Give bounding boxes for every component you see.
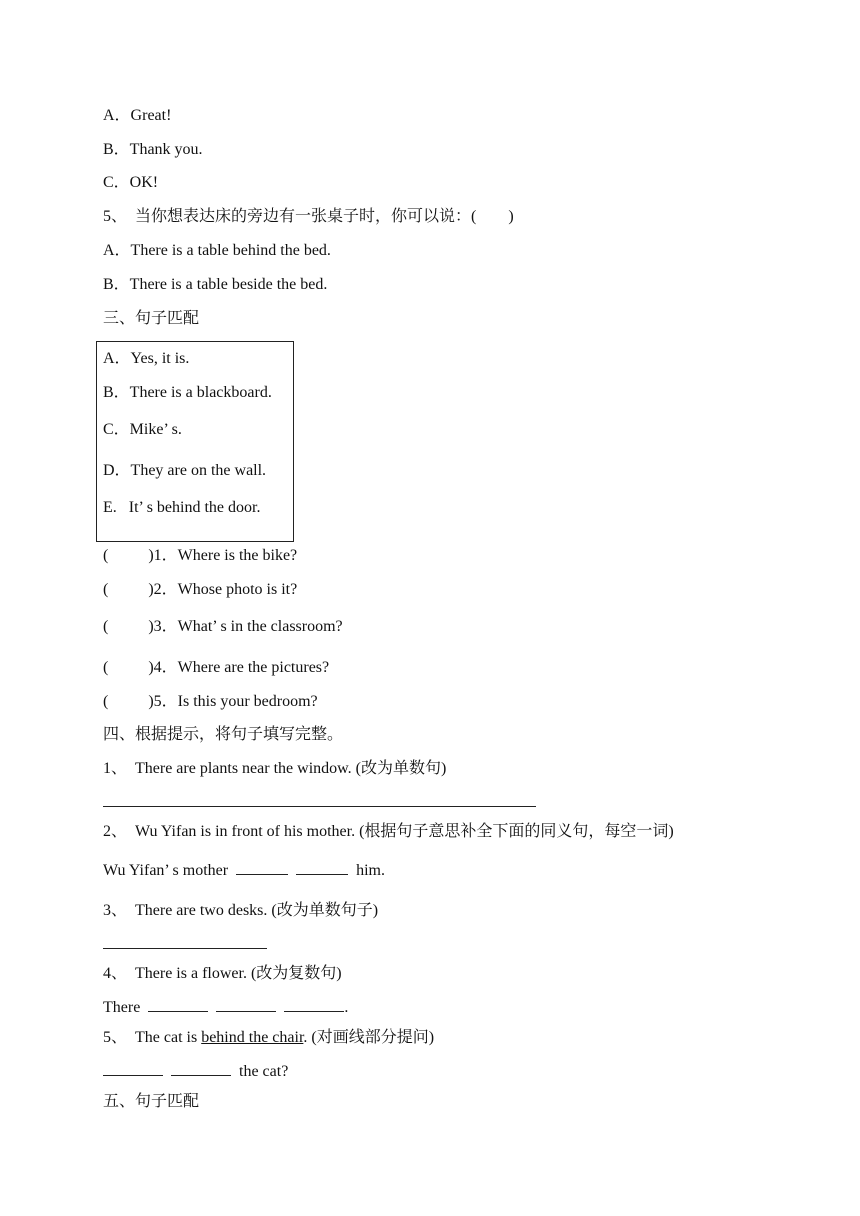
match-question-2 [103,580,297,600]
answer-paren: ( ) [103,547,154,564]
box-option-b: B．There is a blackboard. [103,384,272,401]
answer-suffix: . [344,999,349,1016]
answer-paren: ( ) [103,693,154,710]
fill-item-4-answer [103,997,348,1018]
item-suffix: . (对画线部分提问) [303,1029,435,1046]
box-option-e: E. It’ s behind the door. [103,499,261,516]
section-5-title: 五、句子匹配 [103,1093,200,1110]
fill-item-1: 1、 There are plants near the window. (改为单数句) [103,760,447,777]
question-text: 5．Is this your bedroom? [153,693,318,710]
box-option-a: A．Yes, it is. [103,350,190,367]
section-4-title: 四、根据提示，将句子填写完整。 [103,726,344,743]
box-option-d: D．They are on the wall. [103,462,267,479]
question-text: 2．Whose photo is it? [153,581,298,598]
match-question-5 [103,692,318,712]
answer-prefix: There [103,999,141,1016]
option-a: A．Great! [103,107,172,124]
fill-item-2-answer [103,860,385,881]
answer-blank [148,997,208,1012]
question-text: 3．What’ s in the classroom? [153,618,343,635]
answer-blank [216,997,276,1012]
q5-option-a: A．There is a table behind the bed. [103,242,331,259]
answer-blank [296,860,348,875]
underlined-phrase: behind the chair [201,1029,304,1046]
answer-suffix: the cat? [239,1063,289,1080]
fill-item-2: 2、 Wu Yifan is in front of his mother. (根据句子意思补全下面的同义句，每空一词) [103,823,674,840]
match-question-3 [103,617,343,637]
section-3-title: 三、句子匹配 [103,310,200,327]
item-prefix: 5、 The cat is [103,1029,202,1046]
answer-prefix: Wu Yifan’ s mother [103,862,229,879]
question-5: 5、 当你想表达床的旁边有一张桌子时，你可以说：( ) [103,208,514,225]
fill-item-3: 3、 There are two desks. (改为单数句子) [103,902,379,919]
fill-item-5 [103,1028,434,1048]
question-text: 4．Where are the pictures? [153,659,330,676]
q5-option-b: B．There is a table beside the bed. [103,276,328,293]
answer-paren: ( ) [103,659,154,676]
answer-blank [103,1061,163,1076]
option-b: B．Thank you. [103,141,203,158]
answer-line-1 [103,806,536,807]
fill-item-5-answer [103,1061,288,1082]
question-text: 1．Where is the bike? [153,547,298,564]
answer-paren: ( ) [103,581,154,598]
match-question-4 [103,658,329,678]
box-option-c: C．Mike’ s. [103,421,182,438]
fill-item-4: 4、 There is a flower. (改为复数句) [103,965,342,982]
answer-suffix: him. [356,862,385,879]
answer-paren: ( ) [103,618,154,635]
option-c: C．OK! [103,174,159,191]
match-question-1 [103,546,297,566]
answer-blank [284,997,344,1012]
answer-blank [236,860,288,875]
answer-blank [171,1061,231,1076]
answer-line-3 [103,948,267,949]
